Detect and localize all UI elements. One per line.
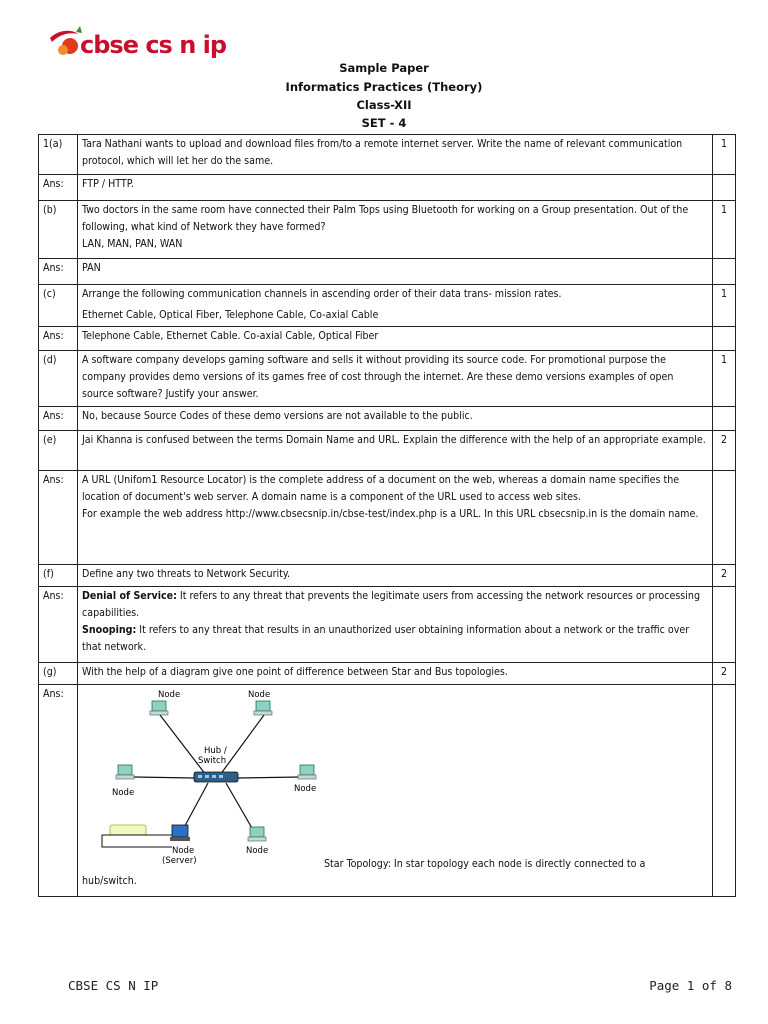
question-answer-table (38, 134, 736, 897)
marks (713, 685, 736, 897)
row-label: Ans: (39, 259, 78, 285)
question-row (39, 351, 736, 407)
marks (713, 407, 736, 431)
computer-icon (254, 701, 272, 715)
row-label: (g) (39, 663, 78, 685)
marks (713, 587, 736, 663)
paper-set: SET - 4 (361, 116, 407, 130)
marks (713, 327, 736, 351)
computer-icon (298, 765, 316, 779)
marks: 2 (713, 431, 736, 471)
marks (713, 471, 736, 565)
answer-text (78, 587, 713, 663)
question-text: Tara Nathani wants to upload and download files from/to a remote internet server. Write the name of relevant communication protocol, which will let her do the same. (78, 135, 713, 175)
answer-text: No, because Source Codes of these demo versions are not available to the public. (78, 407, 713, 431)
answer-text: FTP / HTTP. (78, 175, 713, 201)
marks (713, 175, 736, 201)
answer-row (39, 327, 736, 351)
answer-text: A URL (Unifom1 Resource Locator) is the complete address of a document on the web, whereas a domain name specifies the location of document's web server. A domain name is a component of the URL used to access web sites. For example the web address http://www.cbsecsnip.in/cbse-test/index.php is a URL. In this URL cbsecsnip.in is the domain name. (78, 471, 713, 565)
star-topology-diagram (88, 687, 338, 867)
marks: 1 (713, 201, 736, 259)
logo-text: cbse cs n ip (80, 31, 227, 59)
question-row (39, 565, 736, 587)
question-text: Define any two threats to Network Security. (78, 565, 713, 587)
caption-line-2: hub/switch. (82, 875, 137, 887)
paper-subject: Informatics Practices (Theory) (285, 80, 483, 94)
row-label: (b) (39, 201, 78, 259)
marks: 2 (713, 565, 736, 587)
node-label: Node (112, 788, 135, 798)
cbse-cs-n-ip-logo (48, 24, 228, 64)
server-computer-icon (170, 825, 190, 841)
question-text: Jai Khanna is confused between the terms Domain Name and URL. Explain the difference with the help of an appropriate example. (78, 431, 713, 471)
question-row (39, 135, 736, 175)
computer-icon (116, 765, 134, 779)
answer-row (39, 175, 736, 201)
footer-site-name: CBSE CS N IP (68, 978, 159, 993)
question-text: With the help of a diagram give one point of difference between Star and Bus topologies. (78, 663, 713, 685)
row-label: 1(a) (39, 135, 78, 175)
paper-title: Sample Paper (339, 61, 429, 75)
node-label: Node (246, 846, 269, 856)
row-label: Ans: (39, 471, 78, 565)
question-text: Arrange the following communication channels in ascending order of their data trans- mission rates. Ethernet Cable, Optical Fiber, Telephone Cable, Co-axial Cable (78, 285, 713, 327)
printer-icon (110, 825, 146, 835)
snooping-definition: It refers to any threat that results in an unauthorized user obtaining information about a network or the traffic over that network. (82, 624, 690, 653)
row-label: (d) (39, 351, 78, 407)
dos-definition: It refers to any threat that prevents the legitimate users from accessing the network resources or processing capabilities. (82, 590, 701, 619)
server-label-line2: (Server) (162, 856, 197, 866)
row-label: Ans: (39, 685, 78, 897)
answer-diagram-cell (78, 685, 713, 897)
dos-term: Denial of Service: (82, 590, 177, 602)
footer-page-number: Page 1 of 8 (649, 978, 732, 993)
question-row (39, 201, 736, 259)
row-label: (f) (39, 565, 78, 587)
question-text: Two doctors in the same room have connected their Palm Tops using Bluetooth for working on a Group presentation. Out of the following, what kind of Network they have formed? LAN, MAN, PAN, WAN (78, 201, 713, 259)
question-row (39, 431, 736, 471)
answer-row (39, 259, 736, 285)
node-label: Node (158, 690, 181, 700)
question-text: A software company develops gaming software and sells it without providing its source code. For promotional purpose the company provides demo versions of its games free of cost through the internet. Are these demo versions examples of open source software? Justify your answer. (78, 351, 713, 407)
node-label: Node (294, 784, 317, 794)
row-label: Ans: (39, 327, 78, 351)
row-label: Ans: (39, 407, 78, 431)
snooping-term: Snooping: (82, 624, 137, 636)
answer-row (39, 587, 736, 663)
row-label: Ans: (39, 587, 78, 663)
answer-text: Telephone Cable, Ethernet Cable. Co-axial Cable, Optical Fiber (78, 327, 713, 351)
computer-icon (150, 701, 168, 715)
answer-row (39, 685, 736, 897)
marks: 2 (713, 663, 736, 685)
question-row (39, 663, 736, 685)
star-topology-caption (78, 855, 712, 891)
answer-row (39, 471, 736, 565)
marks: 1 (713, 135, 736, 175)
caption-line-1: Star Topology: In star topology each node is directly connected to a (324, 858, 646, 870)
computer-icon (248, 827, 266, 841)
paper-class: Class-XII (356, 98, 412, 112)
hub-switch-icon (194, 772, 238, 782)
marks: 1 (713, 285, 736, 327)
question-row (39, 285, 736, 327)
answer-row (39, 407, 736, 431)
hub-label-line2: Switch (198, 756, 227, 766)
marks: 1 (713, 351, 736, 407)
printer-link (102, 835, 172, 847)
marks (713, 259, 736, 285)
server-label-line1: Node (172, 846, 195, 856)
row-label: Ans: (39, 175, 78, 201)
answer-text: PAN (78, 259, 713, 285)
node-label: Node (248, 690, 271, 700)
hub-label-line1: Hub / (204, 746, 227, 756)
logo-swoosh-icon (50, 26, 82, 55)
row-label: (c) (39, 285, 78, 327)
row-label: (e) (39, 431, 78, 471)
